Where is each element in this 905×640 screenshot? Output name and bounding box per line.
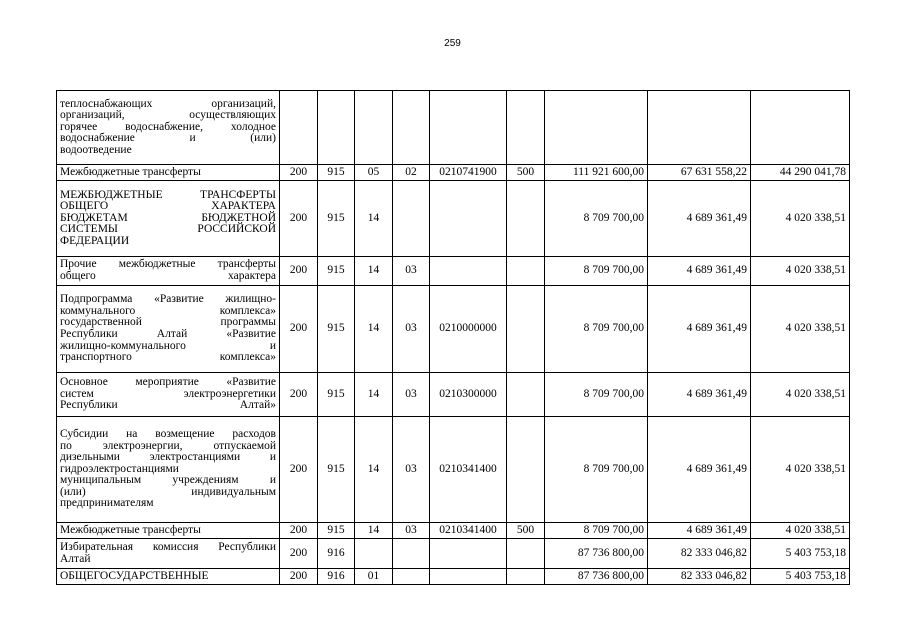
subsection-cell: 02 bbox=[393, 165, 430, 181]
description-line: (или) индивидуальным bbox=[60, 485, 276, 498]
expense-type-cell: 500 bbox=[507, 523, 545, 539]
page-number: 259 bbox=[444, 38, 461, 49]
description-line: ФЕДЕРАЦИИ bbox=[60, 234, 130, 247]
target-article-cell bbox=[430, 539, 507, 569]
section-cell: 14 bbox=[355, 257, 393, 286]
description-line: муниципальным учреждениям и bbox=[60, 474, 276, 487]
target-article-cell bbox=[430, 91, 507, 165]
admin-code-cell: 200 bbox=[280, 417, 318, 523]
ministry-code-cell: 916 bbox=[318, 569, 355, 585]
description-line: организаций, осуществляющих bbox=[60, 109, 276, 122]
target-article-cell bbox=[430, 569, 507, 585]
ministry-code-cell: 916 bbox=[318, 539, 355, 569]
description-line: Межбюджетные трансферты bbox=[60, 523, 201, 536]
description-line: транспортного комплекса» bbox=[60, 351, 276, 364]
description-line: Алтай bbox=[60, 552, 91, 565]
expense-type-cell: 500 bbox=[507, 165, 545, 181]
section-cell: 01 bbox=[355, 569, 393, 585]
ministry-code-cell: 915 bbox=[318, 165, 355, 181]
amount-cell: 111 921 600,00 bbox=[545, 165, 648, 181]
ministry-code-cell: 915 bbox=[318, 257, 355, 286]
amount-cell bbox=[648, 91, 751, 165]
description-line: предпринимателям bbox=[60, 497, 154, 510]
budget-table bbox=[56, 90, 850, 585]
admin-code-cell bbox=[280, 91, 318, 165]
amount-cell: 8 709 700,00 bbox=[545, 181, 648, 257]
description-line: гидроэлектростанциями bbox=[60, 462, 179, 475]
row-description bbox=[57, 373, 280, 417]
admin-code-cell: 200 bbox=[280, 373, 318, 417]
admin-code-cell: 200 bbox=[280, 539, 318, 569]
subsection-cell bbox=[393, 539, 430, 569]
description-line: горячее водоснабжение, холодное bbox=[60, 120, 276, 133]
section-cell: 14 bbox=[355, 523, 393, 539]
amount-cell: 67 631 558,22 bbox=[648, 165, 751, 181]
amount-cell: 4 689 361,49 bbox=[648, 417, 751, 523]
table-row bbox=[57, 91, 850, 165]
amount-cell: 8 709 700,00 bbox=[545, 373, 648, 417]
admin-code-cell: 200 bbox=[280, 569, 318, 585]
amount-cell: 4 689 361,49 bbox=[648, 257, 751, 286]
amount-cell bbox=[751, 91, 850, 165]
amount-cell: 82 333 046,82 bbox=[648, 569, 751, 585]
description-line: БЮДЖЕТАМ БЮДЖЕТНОЙ bbox=[60, 211, 276, 224]
description-line: Республики Алтай» bbox=[60, 399, 276, 412]
expense-type-cell bbox=[507, 286, 545, 373]
description-line: общего характера bbox=[60, 270, 276, 282]
expense-type-cell bbox=[507, 417, 545, 523]
amount-cell: 4 020 338,51 bbox=[751, 181, 850, 257]
ministry-code-cell: 915 bbox=[318, 286, 355, 373]
target-article-cell: 0210300000 bbox=[430, 373, 507, 417]
description-line: МЕЖБЮДЖЕТНЫЕ ТРАНСФЕРТЫ bbox=[60, 188, 276, 201]
section-cell: 14 bbox=[355, 373, 393, 417]
expense-type-cell bbox=[507, 539, 545, 569]
amount-cell: 44 290 041,78 bbox=[751, 165, 850, 181]
expense-type-cell bbox=[507, 569, 545, 585]
expense-type-cell bbox=[507, 181, 545, 257]
ministry-code-cell: 915 bbox=[318, 417, 355, 523]
amount-cell: 8 709 700,00 bbox=[545, 417, 648, 523]
table-row bbox=[57, 373, 850, 417]
amount-cell bbox=[545, 91, 648, 165]
description-line: Республики Алтай «Развитие bbox=[60, 328, 276, 340]
description-line: Субсидии на возмещение расходов bbox=[60, 427, 276, 440]
description-line: водоснабжение и (или) bbox=[60, 132, 276, 145]
target-article-cell bbox=[430, 181, 507, 257]
target-article-cell: 0210000000 bbox=[430, 286, 507, 373]
amount-cell: 87 736 800,00 bbox=[545, 539, 648, 569]
admin-code-cell: 200 bbox=[280, 181, 318, 257]
ministry-code-cell: 915 bbox=[318, 373, 355, 417]
description-line: Основное мероприятие «Развитие bbox=[60, 376, 276, 389]
description-line: Межбюджетные трансферты bbox=[60, 165, 201, 178]
admin-code-cell: 200 bbox=[280, 165, 318, 181]
description-line: коммунального комплекса» bbox=[60, 304, 276, 317]
amount-cell: 4 689 361,49 bbox=[648, 523, 751, 539]
description-line: Прочие межбюджетные трансферты bbox=[60, 258, 276, 271]
admin-code-cell: 200 bbox=[280, 286, 318, 373]
description-line: систем электроэнергетики bbox=[60, 387, 276, 400]
target-article-cell: 0210341400 bbox=[430, 523, 507, 539]
amount-cell: 4 020 338,51 bbox=[751, 417, 850, 523]
table-row bbox=[57, 539, 850, 569]
row-description bbox=[57, 569, 280, 585]
ministry-code-cell bbox=[318, 91, 355, 165]
description-line: теплоснабжающих организаций, bbox=[60, 97, 276, 110]
ministry-code-cell: 915 bbox=[318, 523, 355, 539]
table-row bbox=[57, 181, 850, 257]
row-description bbox=[57, 257, 280, 286]
description-line: ОБЩЕГО ХАРАКТЕРА bbox=[60, 200, 276, 213]
description-line: государственной программы bbox=[60, 316, 276, 329]
subsection-cell: 03 bbox=[393, 286, 430, 373]
subsection-cell bbox=[393, 91, 430, 165]
description-line: по электроэнергии, отпускаемой bbox=[60, 439, 276, 452]
table-row bbox=[57, 569, 850, 585]
ministry-code-cell: 915 bbox=[318, 181, 355, 257]
row-description bbox=[57, 181, 280, 257]
table-row bbox=[57, 165, 850, 181]
table-row bbox=[57, 417, 850, 523]
target-article-cell: 0210341400 bbox=[430, 417, 507, 523]
target-article-cell bbox=[430, 257, 507, 286]
section-cell bbox=[355, 91, 393, 165]
target-article-cell: 0210741900 bbox=[430, 165, 507, 181]
amount-cell: 4 020 338,51 bbox=[751, 373, 850, 417]
table-row bbox=[57, 523, 850, 539]
amount-cell: 4 020 338,51 bbox=[751, 286, 850, 373]
subsection-cell: 03 bbox=[393, 257, 430, 286]
subsection-cell bbox=[393, 181, 430, 257]
description-line: СИСТЕМЫ РОССИЙСКОЙ bbox=[60, 223, 276, 236]
row-description bbox=[57, 165, 280, 181]
subsection-cell: 03 bbox=[393, 417, 430, 523]
row-description bbox=[57, 286, 280, 373]
expense-type-cell bbox=[507, 257, 545, 286]
description-line: дизельными электростанциями и bbox=[60, 451, 276, 464]
row-description bbox=[57, 523, 280, 539]
description-line: Подпрограмма «Развитие жилищно- bbox=[60, 293, 276, 306]
description-line: водоотведение bbox=[60, 143, 132, 156]
amount-cell: 4 020 338,51 bbox=[751, 257, 850, 286]
subsection-cell: 03 bbox=[393, 373, 430, 417]
row-description bbox=[57, 91, 280, 165]
amount-cell: 4 689 361,49 bbox=[648, 373, 751, 417]
section-cell: 14 bbox=[355, 181, 393, 257]
amount-cell: 8 709 700,00 bbox=[545, 523, 648, 539]
section-cell: 14 bbox=[355, 417, 393, 523]
amount-cell: 4 689 361,49 bbox=[648, 181, 751, 257]
expense-type-cell bbox=[507, 91, 545, 165]
row-description bbox=[57, 417, 280, 523]
description-line: Избирательная комиссия Республики bbox=[60, 540, 276, 553]
section-cell bbox=[355, 539, 393, 569]
amount-cell: 87 736 800,00 bbox=[545, 569, 648, 585]
expense-type-cell bbox=[507, 373, 545, 417]
section-cell: 05 bbox=[355, 165, 393, 181]
amount-cell: 5 403 753,18 bbox=[751, 569, 850, 585]
amount-cell: 82 333 046,82 bbox=[648, 539, 751, 569]
amount-cell: 5 403 753,18 bbox=[751, 539, 850, 569]
subsection-cell: 03 bbox=[393, 523, 430, 539]
table-row bbox=[57, 257, 850, 286]
amount-cell: 4 020 338,51 bbox=[751, 523, 850, 539]
row-description bbox=[57, 539, 280, 569]
amount-cell: 8 709 700,00 bbox=[545, 257, 648, 286]
table-row bbox=[57, 286, 850, 373]
subsection-cell bbox=[393, 569, 430, 585]
description-line: жилищно-коммунального и bbox=[60, 339, 276, 352]
section-cell: 14 bbox=[355, 286, 393, 373]
amount-cell: 4 689 361,49 bbox=[648, 286, 751, 373]
amount-cell: 8 709 700,00 bbox=[545, 286, 648, 373]
admin-code-cell: 200 bbox=[280, 523, 318, 539]
description-line: ОБЩЕГОСУДАРСТВЕННЫЕ bbox=[60, 569, 209, 582]
admin-code-cell: 200 bbox=[280, 257, 318, 286]
